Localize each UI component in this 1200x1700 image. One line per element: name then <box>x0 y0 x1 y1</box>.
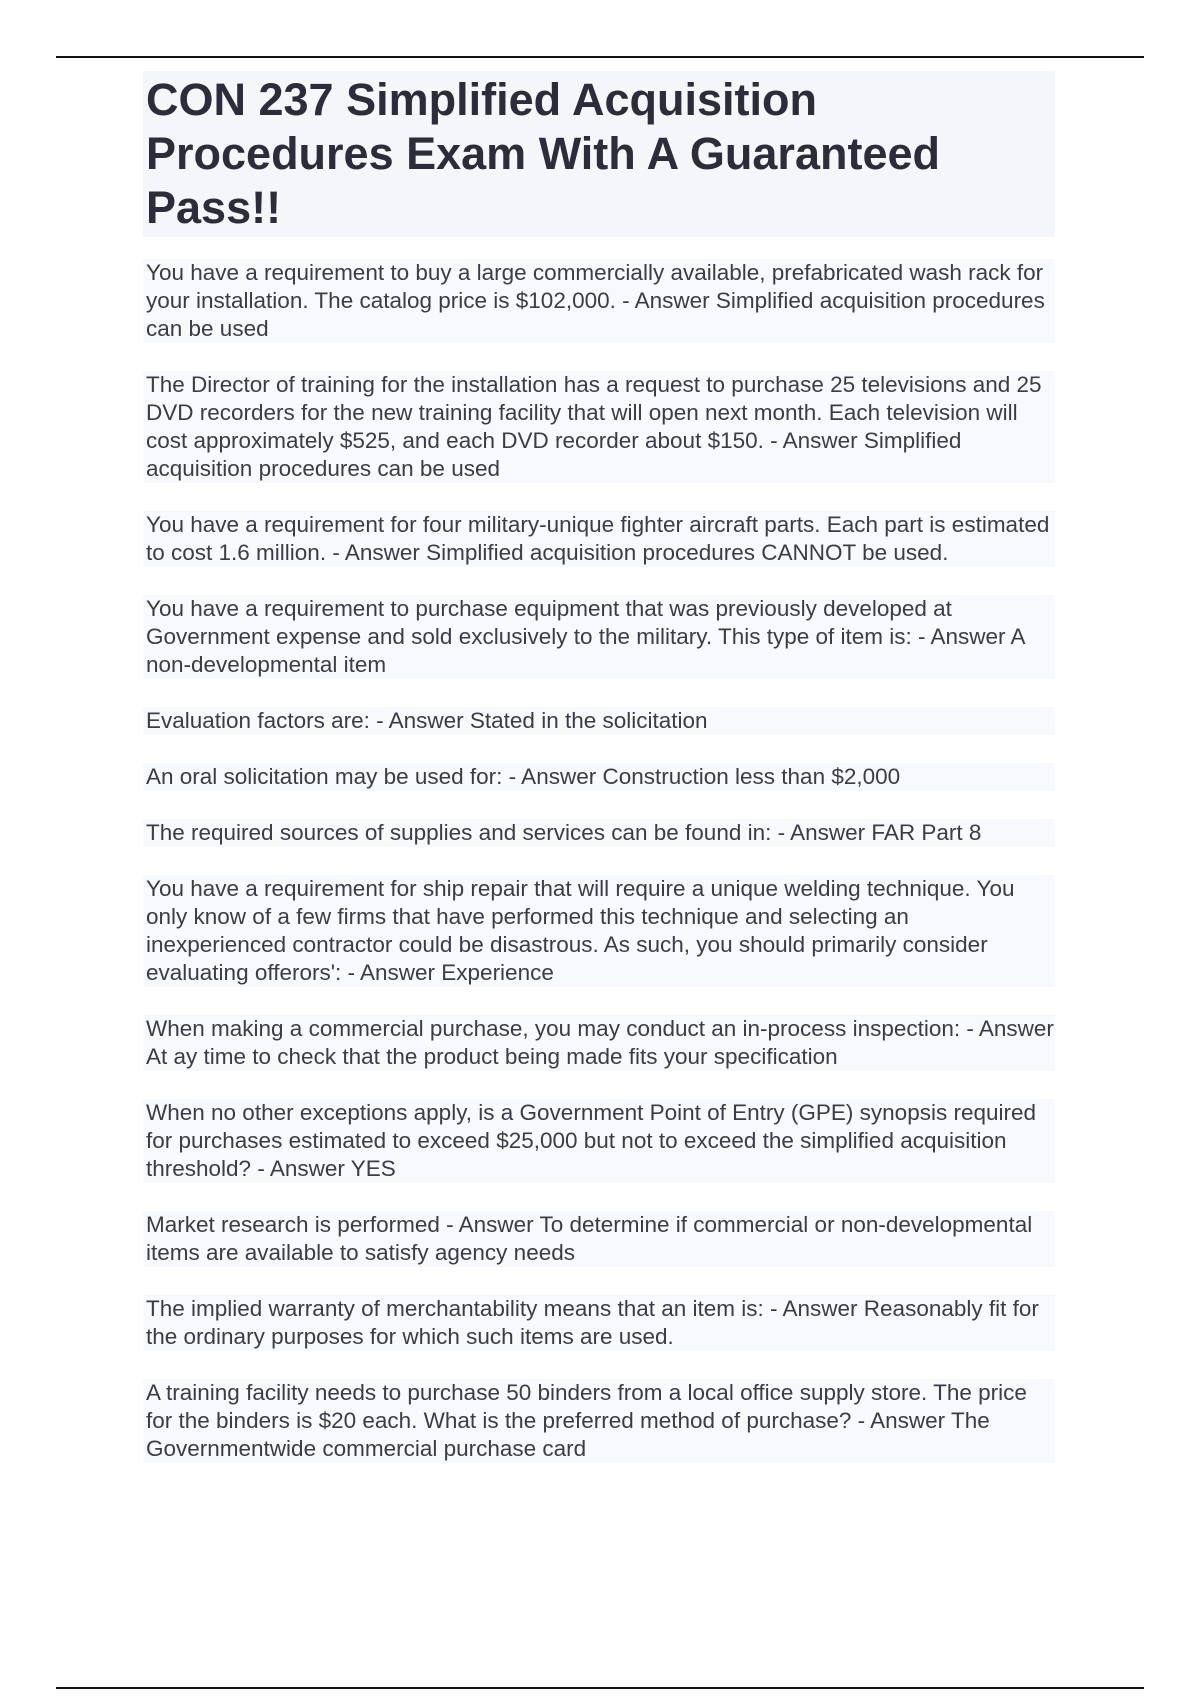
qa-item: When making a commercial purchase, you may conduct an in-process inspection: - Answer At ay time to check that the product being made fits your specification <box>143 1015 1055 1071</box>
page-title: CON 237 Simplified Acquisition Procedures Exam With A Guaranteed Pass!! <box>146 74 940 233</box>
qa-item: The required sources of supplies and services can be found in: - Answer FAR Part 8 <box>143 819 1055 847</box>
document-body <box>143 71 1055 1491</box>
qa-item: You have a requirement to purchase equipment that was previously developed at Government expense and sold exclusively to the military. This type of item is: - Answer A non-developmental item <box>143 595 1055 679</box>
qa-item: Market research is performed - Answer To determine if commercial or non-developmental items are available to satisfy agency needs <box>143 1211 1055 1267</box>
qa-item: When no other exceptions apply, is a Government Point of Entry (GPE) synopsis required for purchases estimated to exceed $25,000 but not to exceed the simplified acquisition threshold? - Answer YES <box>143 1099 1055 1183</box>
qa-item: Evaluation factors are: - Answer Stated in the solicitation <box>143 707 1055 735</box>
qa-item: The implied warranty of merchantability means that an item is: - Answer Reasonably fit for the ordinary purposes for which such items are used. <box>143 1295 1055 1351</box>
bottom-rule <box>56 1687 1144 1689</box>
qa-item: You have a requirement for ship repair that will require a unique welding technique. You only know of a few firms that have performed this technique and selecting an inexperienced contractor could be disastrous. As such, you should primarily consider evaluating offerors': - Answer Experience <box>143 875 1055 987</box>
qa-item: An oral solicitation may be used for: - Answer Construction less than $2,000 <box>143 763 1055 791</box>
top-rule <box>56 56 1144 58</box>
qa-item: You have a requirement to buy a large commercially available, prefabricated wash rack for your installation. The catalog price is $102,000. - Answer Simplified acquisition procedures can be used <box>143 259 1055 343</box>
qa-item: A training facility needs to purchase 50 binders from a local office supply store. The price for the binders is $20 each. What is the preferred method of purchase? - Answer The Governmentwide commercial purchase card <box>143 1379 1055 1463</box>
qa-item: The Director of training for the installation has a request to purchase 25 televisions and 25 DVD recorders for the new training facility that will open next month. Each television will cost approximately $525, and each DVD recorder about $150. - Answer Simplified acquisition procedures can be used <box>143 371 1055 483</box>
title-block <box>143 71 1055 237</box>
qa-item: You have a requirement for four military-unique fighter aircraft parts. Each part is estimated to cost 1.6 million. - Answer Simplified acquisition procedures CANNOT be used. <box>143 511 1055 567</box>
